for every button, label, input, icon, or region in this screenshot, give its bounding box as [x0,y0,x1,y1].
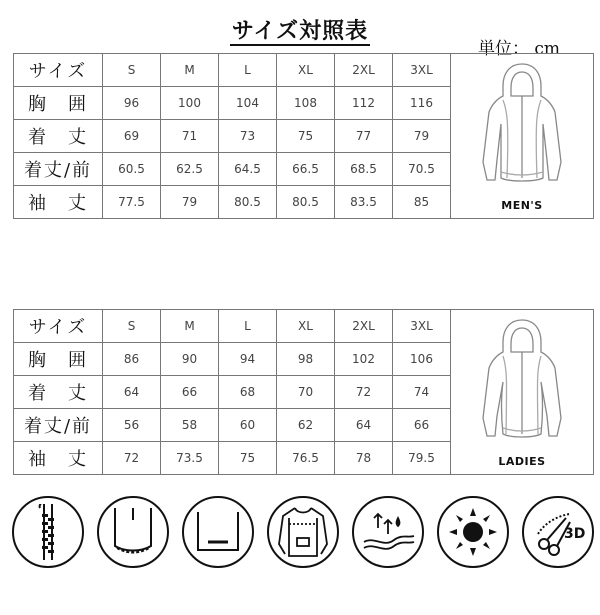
page-title: サイズ対照表 [231,19,369,44]
table-cell: 98 [277,343,335,376]
table-cell: 102 [335,343,393,376]
table-cell: 62.5 [161,153,219,186]
table-cell: 83.5 [335,186,393,219]
table-cell: 68.5 [335,153,393,186]
table-cell: 72 [335,376,393,409]
size-header-label: サイズ [14,54,103,87]
table-cell: 100 [161,87,219,120]
sun-protection-icon [437,496,509,568]
row-label-length: 着 丈 [14,376,103,409]
3d-cut-icon [522,496,594,568]
table-cell: 56 [103,409,161,442]
size-header-3xl: 3XL [393,310,451,343]
table-cell: 79.5 [393,442,451,475]
row-label-length: 着 丈 [14,120,103,153]
table-cell: 106 [393,343,451,376]
table-cell: 75 [277,120,335,153]
breathable-fabric-icon [352,496,424,568]
table-cell: 70.5 [393,153,451,186]
size-header-2xl: 2XL [335,54,393,87]
ladies-jacket-icon [479,316,565,446]
size-header-3xl: 3XL [393,54,451,87]
table-cell: 68 [219,376,277,409]
ladies-caption: LADIES [498,455,546,468]
unit-label: 単位： cm [477,39,560,59]
table-cell: 108 [277,87,335,120]
table-cell: 72 [103,442,161,475]
table-cell: 80.5 [277,186,335,219]
row-label-chest: 胸 囲 [14,87,103,120]
mens-caption: MEN'S [501,199,543,212]
table-cell: 76.5 [277,442,335,475]
mens-jacket-figure [451,54,594,219]
row-label-sleeve: 袖 丈 [14,442,103,475]
row-label-chest: 胸 囲 [14,343,103,376]
table-cell: 94 [219,343,277,376]
back-panel-icon [267,496,339,568]
feature-icons-row [0,496,600,596]
table-cell: 60.5 [103,153,161,186]
table-cell: 64 [103,376,161,409]
table-cell: 79 [161,186,219,219]
row-label-sleeve: 袖 丈 [14,186,103,219]
row-label-front-length: 着丈/前 [14,409,103,442]
ladies-size-table [13,309,594,475]
table-cell: 73 [219,120,277,153]
table-cell: 71 [161,120,219,153]
size-header-xl: XL [277,310,335,343]
table-cell: 78 [335,442,393,475]
table-cell: 90 [161,343,219,376]
table-cell: 75 [219,442,277,475]
size-header-2xl: 2XL [335,310,393,343]
table-cell: 62 [277,409,335,442]
table-cell: 79 [393,120,451,153]
size-header-s: S [103,54,161,87]
ladies-jacket-figure [451,310,594,475]
table-cell: 96 [103,87,161,120]
table-cell: 112 [335,87,393,120]
mens-jacket-icon [479,60,565,190]
size-header-xl: XL [277,54,335,87]
size-header-m: M [161,310,219,343]
hem-icon [182,496,254,568]
3d-label: 3D [564,526,586,542]
size-header-m: M [161,54,219,87]
table-header-row [14,310,594,343]
table-cell: 77 [335,120,393,153]
table-header-row [14,54,594,87]
table-cell: 116 [393,87,451,120]
table-cell: 85 [393,186,451,219]
row-label-front-length: 着丈/前 [14,153,103,186]
table-cell: 66.5 [277,153,335,186]
cuff-icon [97,496,169,568]
size-header-l: L [219,54,277,87]
table-cell: 86 [103,343,161,376]
table-cell: 64 [335,409,393,442]
table-cell: 66 [393,409,451,442]
table-cell: 77.5 [103,186,161,219]
table-cell: 58 [161,409,219,442]
table-cell: 66 [161,376,219,409]
mens-size-table [13,53,594,219]
table-cell: 73.5 [161,442,219,475]
table-cell: 69 [103,120,161,153]
table-cell: 74 [393,376,451,409]
zipper-icon [12,496,84,568]
size-header-label: サイズ [14,310,103,343]
size-header-s: S [103,310,161,343]
table-cell: 104 [219,87,277,120]
table-cell: 60 [219,409,277,442]
table-cell: 64.5 [219,153,277,186]
size-header-l: L [219,310,277,343]
table-cell: 70 [277,376,335,409]
table-cell: 80.5 [219,186,277,219]
